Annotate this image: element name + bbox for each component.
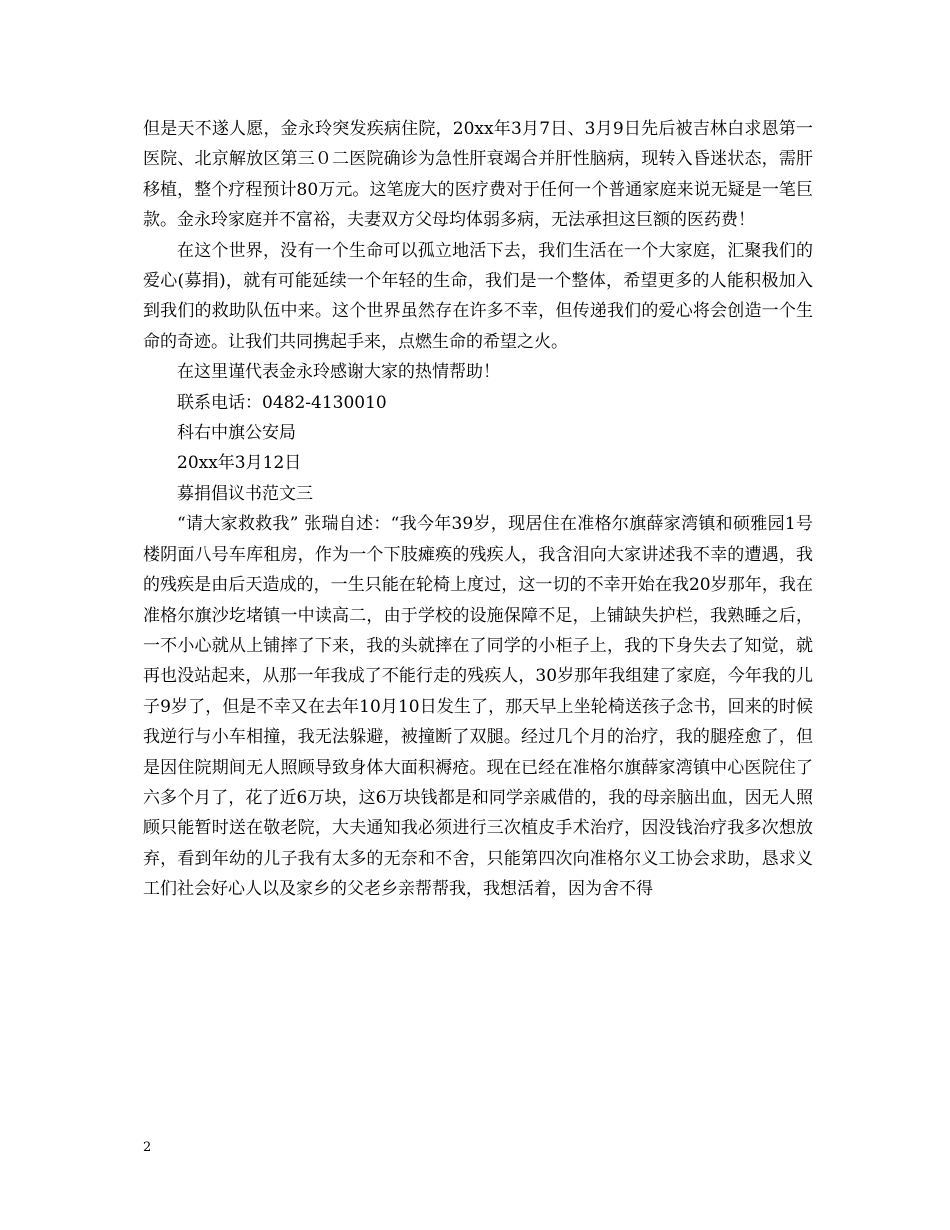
contact-phone: 联系电话：0482-4130010 — [177, 392, 387, 413]
section-heading: 募捐倡议书范文三 — [177, 483, 313, 504]
signature-date: 20xx年3月12日 — [177, 453, 302, 474]
paragraph-appeal: 在这个世界，没有一个生命可以孤立地活下去，我们生活在一个大家庭，汇聚我们的爱心(募捐)，就有可能延续一个年轻的生命，我们是一个整体，希望更多的人能积极加入到我们的救助队伍中来。这个世界虽然存在许多不幸，但传递我们的爱心将会创造一个生命的奇迹。让我们共同携起手来，点燃生命的希望之火。 — [143, 240, 813, 352]
paragraph-personal-account: “请大家救救我” 张瑞自述：“我今年39岁，现居住在准格尔旗薛家湾镇和硕雅园1号楼阴面八号车库租房，作为一个下肢瘫痪的残疾人，我含泪向大家讲述我不幸的遭遇，我的残疾是由后天造成的，一生只能在轮椅上度过，这一切的不幸开始在我20岁那年，我在准格尔旗沙圪堵镇一中读高二，由于学校的设施保障不足，上铺缺失护栏，我熟睡之后，一不小心就从上铺摔了下来，我的头就摔在了同学的小柜子上，我的下身失去了知觉，就再也没站起来，从那一年我成了不能行走的残疾人，30岁那年我组建了家庭，今年我的儿子9岁了，但是不幸又在去年10月10日发生了，那天早上坐轮椅送孩子念书，回来的时候我逆行与小车相撞，我无法躲避，被撞断了双腿。经过几个月的治疗，我的腿痊愈了，但是因住院期间无人照顾导致身体大面积褥疮。现在已经在准格尔旗薛家湾镇中心医院住了六多个月了，花了近6万块，这6万块钱都是和同学亲戚借的，我的母亲脑出血，因无人照顾只能暂时送在敬老院，大夫通知我必须进行三次植皮手术治疗，因没钱治疗我多次想放弃，看到年幼的儿子我有太多的无奈和不舍，只能第四次向准格尔义工协会求助，恳求义工们社会好心人以及家乡的父老乡亲帮帮我，我想活着，因为舍不得 — [143, 514, 813, 900]
body-text — [143, 114, 813, 905]
page-number: 2 — [143, 1140, 152, 1155]
paragraph-thanks: 在这里谨代表金永玲感谢大家的热情帮助！ — [177, 362, 500, 383]
paragraph-medical-cost: 但是天不遂人愿，金永玲突发疾病住院，20xx年3月7日、3月9日先后被吉林白求恩第一医院、北京解放区第三０二医院确诊为急性肝衰竭合并肝性脑病，现转入昏迷状态，需肝移植，整个疗程预计80万元。这笔庞大的医疗费对于任何一个普通家庭来说无疑是一笔巨款。金永玲家庭并不富裕，夫妻双方父母均体弱多病，无法承担这巨额的医药费！ — [143, 119, 813, 231]
signature-organization: 科右中旗公安局 — [177, 423, 296, 444]
